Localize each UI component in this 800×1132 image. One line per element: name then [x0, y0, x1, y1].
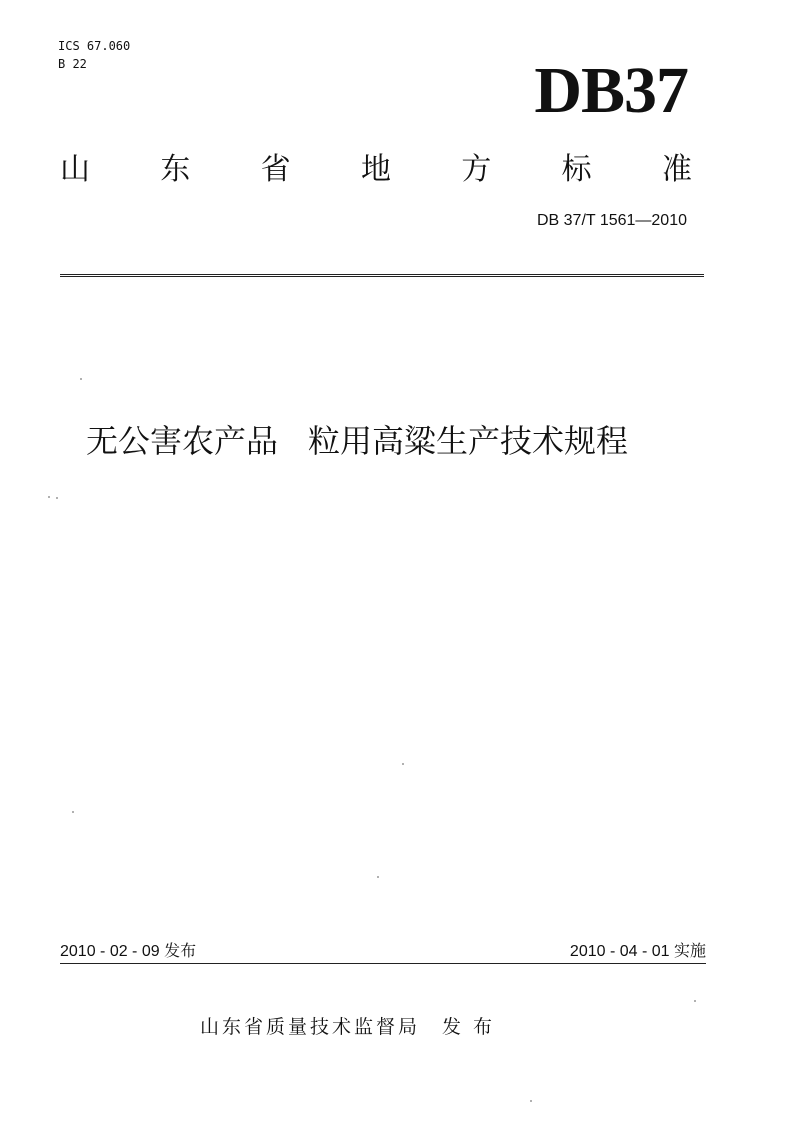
ccs-code: B 22 [58, 57, 87, 71]
scan-speck [530, 1100, 532, 1102]
classification-block [58, 37, 130, 73]
issuer-line [200, 1014, 495, 1040]
standard-type-heading [60, 150, 692, 190]
document-title [86, 420, 628, 462]
heading-char: 省 [260, 152, 291, 187]
effective-date: 2010 - 04 - 01 实施 [569, 943, 706, 960]
header-divider [60, 274, 704, 277]
issuer-name: 山东省质量技术监督局 [200, 1016, 421, 1038]
publish-date: 2010 - 02 - 09 发布 [60, 943, 197, 960]
scan-speck [56, 497, 58, 499]
scan-speck [48, 496, 50, 498]
scan-speck [694, 1000, 696, 1002]
title-part-1: 无公害农产品 [86, 422, 279, 460]
heading-char: 山 [60, 152, 90, 187]
title-part-2: 粒用高粱生产技术规程 [308, 422, 629, 460]
scan-speck [72, 811, 74, 813]
heading-char: 标 [561, 152, 592, 187]
scan-speck [377, 876, 379, 878]
scan-speck [80, 378, 82, 380]
heading-char: 地 [360, 152, 391, 187]
standard-code-logo: DB37 [534, 54, 688, 127]
heading-char: 东 [160, 152, 191, 187]
issuer-action: 发 布 [442, 1016, 496, 1038]
scan-speck [402, 763, 404, 765]
heading-char: 准 [661, 152, 692, 187]
heading-char: 方 [461, 152, 492, 187]
ics-code: ICS 67.060 [58, 39, 131, 53]
date-row [60, 942, 706, 962]
footer-divider [60, 963, 706, 964]
standard-number: DB 37/T 1561—2010 [536, 212, 687, 229]
